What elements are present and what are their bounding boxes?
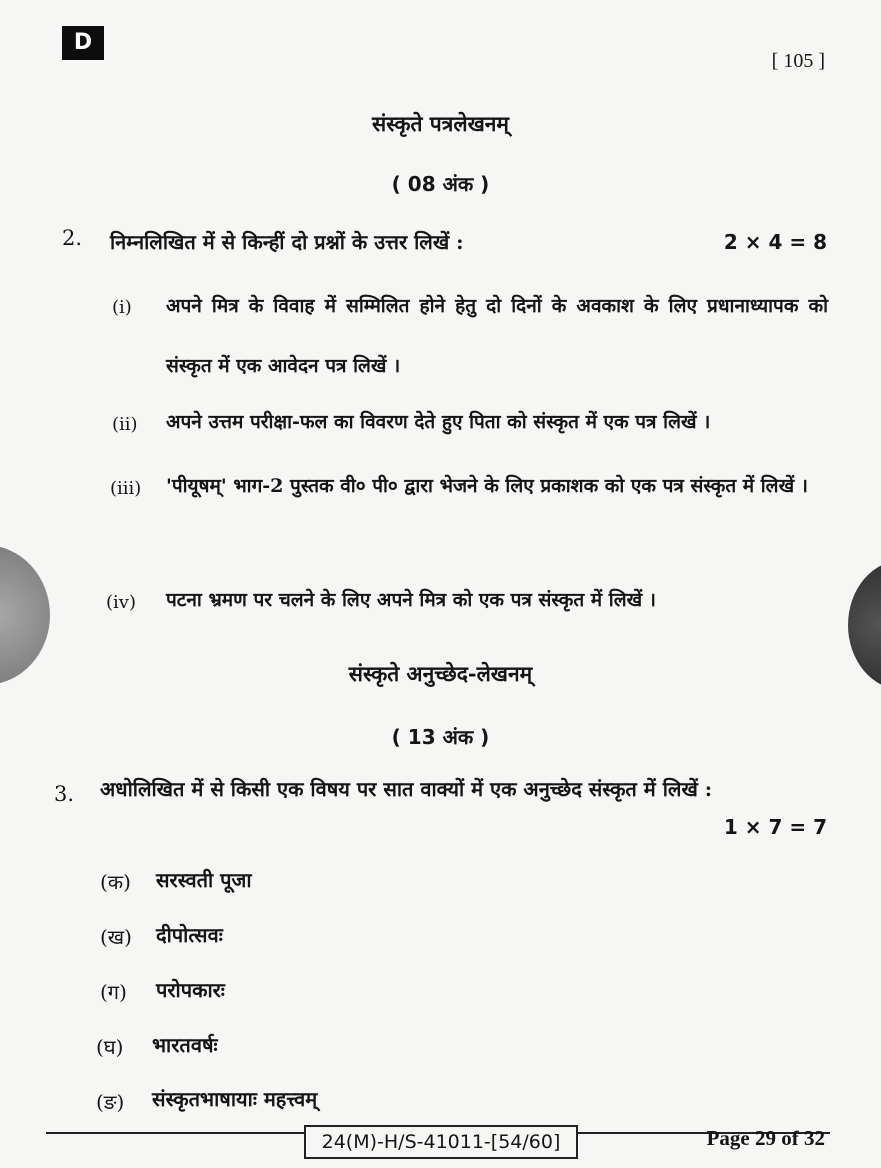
section1-title: संस्कृते पत्रलेखनम् [372, 111, 509, 136]
q2-item-text: पटना भ्रमण पर चलने के लिए अपने मित्र को एक पत्र संस्कृत में लिखें । [166, 589, 656, 611]
footer-page-number: Page 29 of 32 [706, 1126, 825, 1150]
paper-code: 24(M)-H/S-41011-[54/60] [304, 1125, 578, 1159]
q2-item-label: (i) [112, 297, 132, 318]
page-number: [ 105 ] [771, 50, 825, 72]
question2-marks: 2 × 4 = 8 [723, 230, 827, 254]
q3-option-label: (क) [100, 870, 131, 894]
set-badge: D [62, 26, 104, 60]
question3-text: अधोलिखित में से किसी एक विषय पर सात वाक्यों में एक अनुच्छेद संस्कृत में लिखें : [100, 777, 713, 801]
q3-option-label: (ग) [100, 980, 127, 1004]
q3-option-label: (घ) [96, 1035, 124, 1059]
q2-item-text: 'पीयूषम्' भाग-2 पुस्तक वी० पी० द्वारा भेजने के लिए प्रकाशक को एक पत्र संस्कृत में लिखें । [166, 475, 808, 497]
q2-item-label: (iii) [110, 478, 142, 499]
section1-marks: ( 08 अंक ) [391, 172, 490, 196]
section2-marks: ( 13 अंक ) [391, 725, 490, 749]
q3-option-label: (ख) [100, 925, 132, 949]
q3-option-label: (ङ) [96, 1090, 125, 1114]
q3-option-text: भारतवर्षः [152, 1033, 218, 1057]
question2-number: 2. [62, 226, 83, 250]
question3-marks: 1 × 7 = 7 [723, 815, 827, 839]
q3-option-text: दीपोत्सवः [156, 923, 223, 947]
q2-item-text: अपने उत्तम परीक्षा-फल का विवरण देते हुए पिता को संस्कृत में एक पत्र लिखें । [166, 411, 711, 433]
question3-number: 3. [54, 782, 75, 806]
q3-option-text: संस्कृतभाषायाः महत्त्वम् [152, 1087, 318, 1111]
q3-option-text: सरस्वती पूजा [156, 868, 252, 892]
q2-item-label: (iv) [106, 592, 136, 613]
q2-item-label: (ii) [112, 414, 138, 435]
question2-text: निम्नलिखित में से किन्हीं दो प्रश्नों के उत्तर लिखें : [110, 230, 464, 254]
section2-title: संस्कृते अनुच्छेद-लेखनम् [348, 661, 533, 686]
q3-option-text: परोपकारः [156, 978, 225, 1002]
q2-item-text: अपने मित्र के विवाह में सम्मिलित होने हेतु दो दिनों के अवकाश के लिए प्रधानाध्यापक को संस्कृत में एक आवेदन पत्र लिखें । [166, 295, 828, 377]
